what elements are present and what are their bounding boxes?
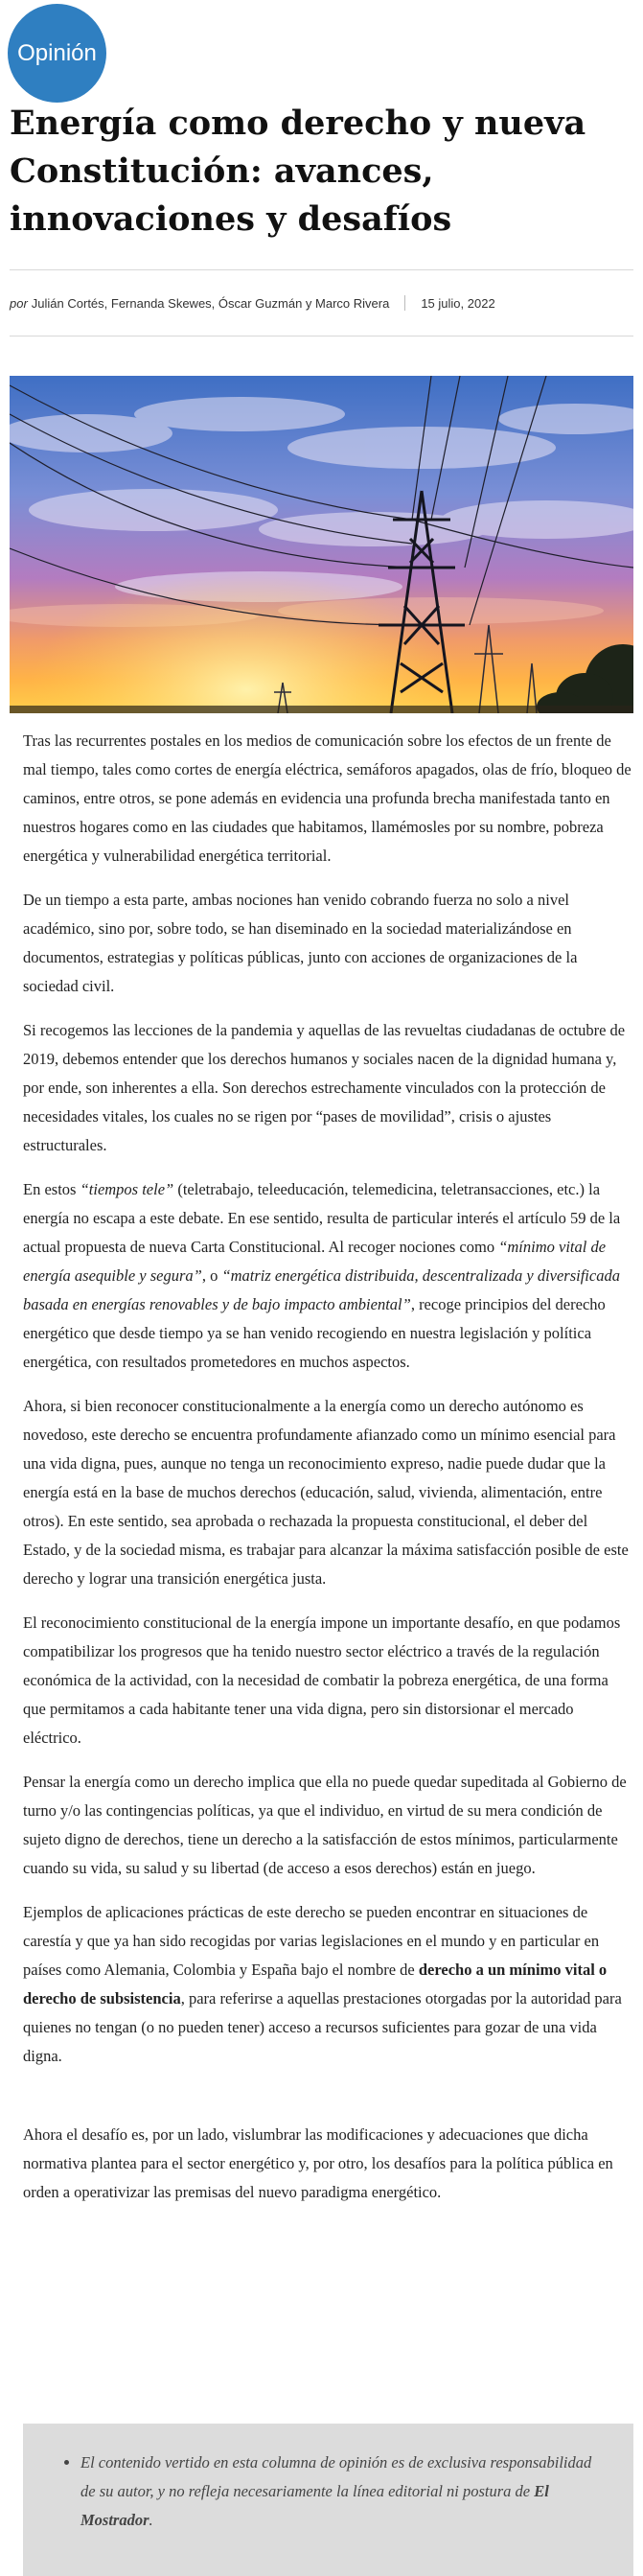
paragraph: Ejemplos de aplicaciones prácticas de este derecho se pueden encontrar en situaciones de carestía y que ya han sido recogidas por varias legislaciones en el mundo y en particular en países como Alemania, Colombia y España bajo el nombre de derecho a un mínimo vital o derecho de subsistencia, para referirse a aquellas prestaciones otorgadas por la autoridad para quienes no tengan (o no pueden tener) acceso a recursos suficientes para gozar de una vida digna. <box>23 1903 622 2065</box>
publish-date: 15 julio, 2022 <box>421 295 495 311</box>
disclaimer-text: • El contenido vertido en esta columna de opinión es de exclusiva responsabilidad de su autor, y no refleja necesariamente la línea editorial ni postura de El Mostrador. <box>80 2448 605 2535</box>
sunset-power-lines-illustration <box>10 376 633 713</box>
paragraph: El reconocimiento constitucional de la energía impone un importante desafío, en que podamos compatibilizar los progresos que ha tenido nuestro sector eléctrico a través de la regulación económica de la actividad, con la necesidad de combatir la pobreza energética, de una forma que permitamos a cada habitante tener una vida digna, pero sin distorsionar el mercado eléctrico. <box>23 1613 621 1747</box>
paragraph: Si recogemos las lecciones de la pandemia y aquellas de las revueltas ciudadanas de octubre de 2019, debemos entender que los derechos humanos y sociales nacen de la dignidad humana y, por ende, son inherentes a ella. Son derechos estrechamente vinculados con la protección de necesidades vitales, los cuales no se rigen por “pases de movilidad”, crisis o ajustes estructurales. <box>23 1021 626 1154</box>
byline-authors[interactable]: Julián Cortés, Fernanda Skewes, Óscar Guzmán y Marco Rivera <box>31 295 390 311</box>
byline-separator <box>404 295 405 311</box>
paragraph: De un tiempo a esta parte, ambas nociones han venido cobrando fuerza no solo a nivel académico, sino por, sobre todo, se han diseminado en la sociedad materializándose en documentos, estrategias y políticas públicas, junto con acciones de organizaciones de la sociedad civil. <box>23 891 578 995</box>
byline-prefix: por <box>10 295 28 311</box>
paragraph: En estos “tiempos tele” (teletrabajo, teleeducación, telemedicina, teletransacciones, etc.) la energía no escapa a este debate. En ese sentido, resulta de particular interés el artículo 59 de la actual propuesta de nueva Carta Constitucional. Al recoger nociones como “mínimo vital de energía asequible y segura”, o “matriz energética distribuida, descentralizada y diversificada basada en energías renovables y de bajo impacto ambiental”, recoge principios del derecho energético que desde tiempo ya se han venido recogiendo en nuestra legislación y política energética, con resultados prometedores en muchos aspectos. <box>23 1180 621 1371</box>
article-title: Energía como derecho y nueva Constitución: avances, innovaciones y desafíos <box>10 104 586 239</box>
byline-divider <box>10 336 633 337</box>
opinion-badge[interactable]: Opinión <box>8 4 106 103</box>
byline <box>10 293 495 313</box>
title-divider <box>10 269 633 270</box>
disclaimer-box <box>23 2424 633 2576</box>
article-body <box>23 727 632 2222</box>
hero-image <box>10 376 633 713</box>
outlet-name: El Mostrador <box>80 2482 549 2529</box>
paragraph: Ahora el desafío es, por un lado, vislumbrar las modificaciones y adecuaciones que dicha normativa plantea para el sector energético y, por otro, los desafíos para la política pública en orden a operativizar las premisas del nuevo paradigma energético. <box>23 2125 613 2201</box>
paragraph: Tras las recurrentes postales en los medios de comunicación sobre los efectos de un frente de mal tiempo, tales como cortes de energía eléctrica, semáforos apagados, olas de frío, bloqueo de caminos, entre otros, se pone además en evidencia una profunda brecha manifestada tanto en nuestros hogares como en las ciudades que habitamos, llamémosles por su nombre, pobreza energética y vulnerabilidad energética territorial. <box>23 731 632 865</box>
paragraph: Pensar la energía como un derecho implica que ella no puede quedar supeditada al Gobierno de turno y/o las contingencias políticas, ya que el individuo, en virtud de su mera condición de sujeto digno de derechos, tiene un derecho a la satisfacción de estos mínimos, particularmente cuando su vida, su salud y su libertad (de acceso a esos derechos) están en juego. <box>23 1773 627 1877</box>
paragraph: Ahora, si bien reconocer constitucionalmente a la energía como un derecho autónomo es novedoso, este derecho se encuentra profundamente afianzado como un mínimo esencial para una vida digna, pues, aunque no tenga un reconocimiento expreso, nadie puede dudar que la energía está en la base de muchos derechos (educación, salud, vivienda, alimentación, entre otros). En este sentido, sea aprobada o rechazada la propuesta constitucional, el deber del Estado, y de la sociedad misma, es trabajar para alcanzar la máxima satisfacción posible de este derecho y lograr una transición energética justa. <box>23 1397 629 1588</box>
